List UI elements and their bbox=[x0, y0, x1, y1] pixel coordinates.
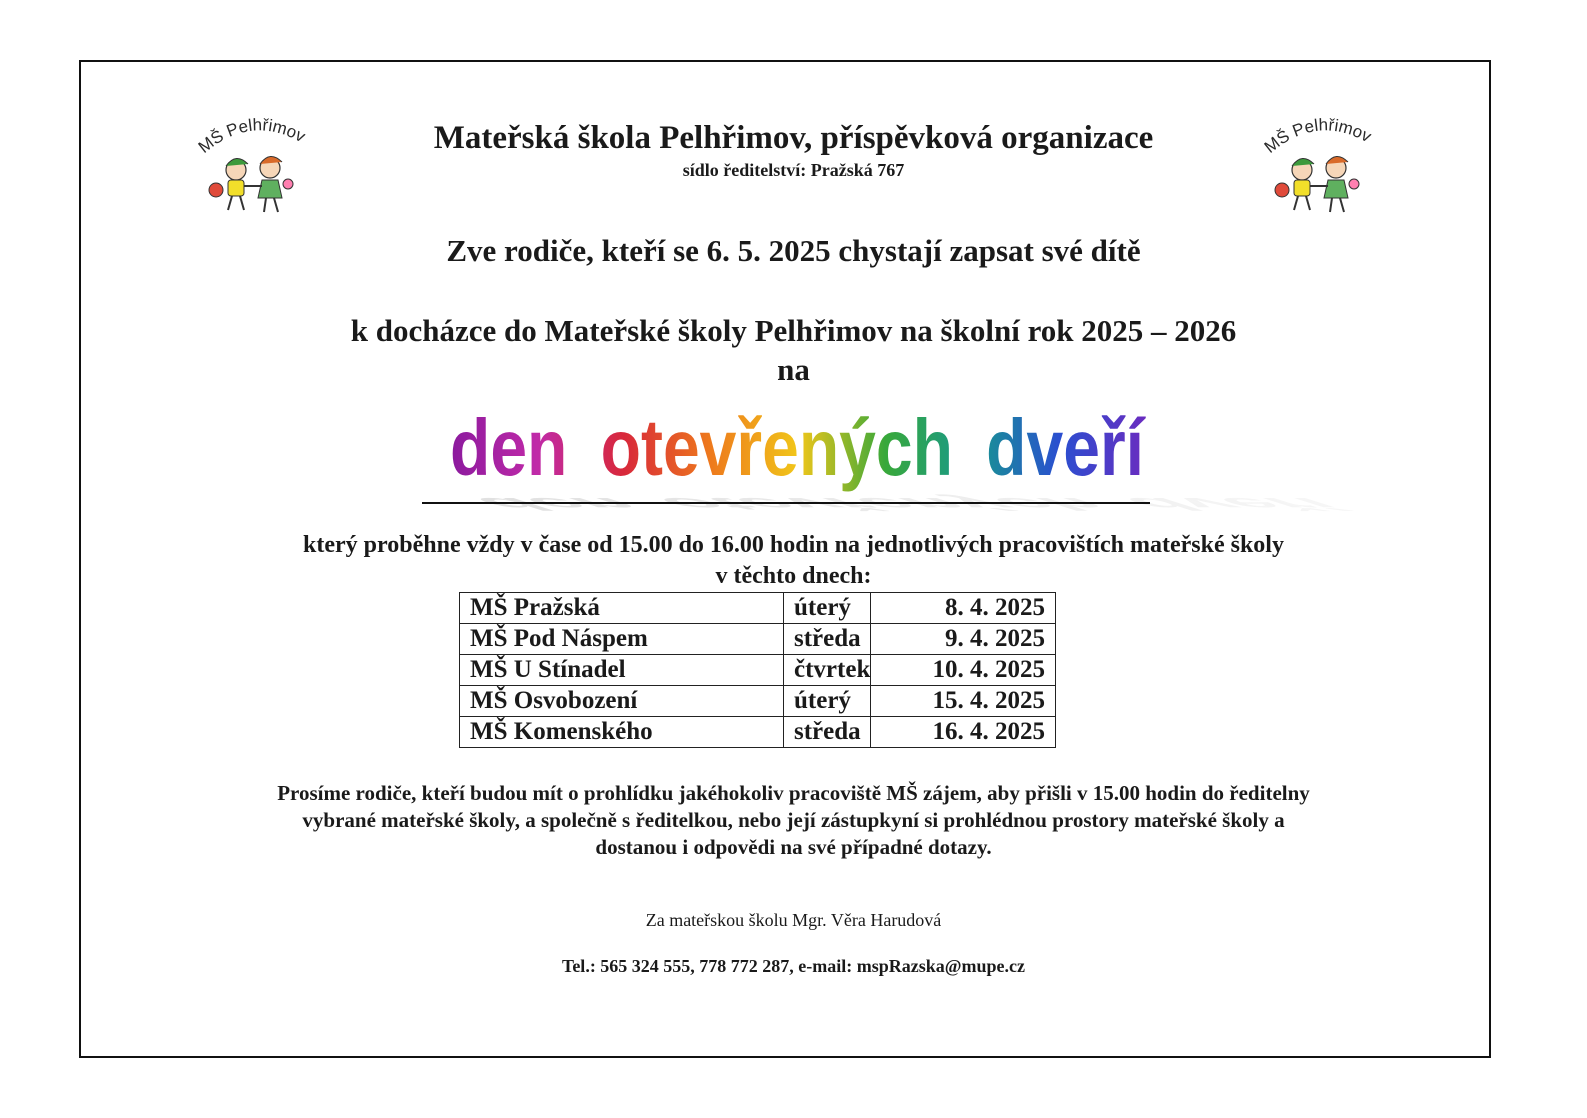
schedule-place: MŠ U Stínadel bbox=[460, 655, 784, 686]
table-row bbox=[460, 624, 1056, 655]
schedule-date: 16. 4. 2025 bbox=[871, 717, 1056, 748]
schedule-place: MŠ Osvobození bbox=[460, 686, 784, 717]
visit-note bbox=[0, 780, 1587, 861]
logo-text: MŠ Pelhřimov bbox=[194, 115, 309, 157]
table-row bbox=[460, 686, 1056, 717]
invitation-line-3: na bbox=[777, 352, 810, 387]
invitation-line-1: Zve rodiče, kteří se 6. 5. 2025 chystají zapsat své dítě bbox=[446, 233, 1141, 268]
visit-note-line-3: dostanou i odpovědi na své případné dotazy. bbox=[595, 835, 992, 859]
schedule-day: úterý bbox=[784, 686, 871, 717]
svg-text:den otevřených dve bbox=[450, 403, 1178, 492]
schedule-date: 8. 4. 2025 bbox=[871, 593, 1056, 624]
logo-text: MŠ Pelhřimov bbox=[1260, 115, 1375, 157]
schedule-day: středa bbox=[784, 624, 871, 655]
schedule-place: MŠ Pod Náspem bbox=[460, 624, 784, 655]
schedule-day: středa bbox=[784, 717, 871, 748]
banner-shadow-word-1: den bbox=[458, 494, 664, 515]
banner-shadow-word-3: dveří bbox=[1107, 494, 1362, 515]
contact-info: Tel.: 565 324 555, 778 772 287, e-mail: mspRazska@mupe.cz bbox=[561, 956, 1026, 976]
table-row bbox=[460, 717, 1056, 748]
headquarters-address: sídlo ředitelství: Pražská 767 bbox=[682, 160, 905, 180]
schedule-date: 9. 4. 2025 bbox=[871, 624, 1056, 655]
schedule-date: 10. 4. 2025 bbox=[871, 655, 1056, 686]
schedule-place: MŠ Pražská bbox=[460, 593, 784, 624]
schedule-day: úterý bbox=[784, 593, 871, 624]
signature: Za mateřskou školu Mgr. Věra Harudová bbox=[645, 910, 942, 930]
banner-shadow-word-2: otevřených bbox=[640, 494, 1131, 515]
table-row bbox=[460, 593, 1056, 624]
schedule-place: MŠ Komenského bbox=[460, 717, 784, 748]
open-day-banner bbox=[422, 395, 1362, 515]
visit-note-line-1: Prosíme rodiče, kteří budou mít o prohlídku jakéhokoliv pracoviště MŠ zájem, aby přišli v 15.00 hodin do ředitelny bbox=[277, 781, 1310, 805]
school-name: Mateřská škola Pelhřimov, příspěvková organizace bbox=[433, 120, 1154, 156]
schedule-table bbox=[459, 592, 1056, 748]
table-row bbox=[460, 655, 1056, 686]
banner-word-den: den bbox=[450, 403, 593, 492]
schedule-day: čtvrtek bbox=[784, 655, 871, 686]
svg-text:den otevřených bbox=[458, 494, 1365, 514]
schedule-intro-line-1: který proběhne vždy v čase od 15.00 do 16.00 hodin na jednotlivých pracovištích mateřské školy bbox=[303, 532, 1284, 558]
schedule-intro-line-2: v těchto dnech: bbox=[715, 563, 872, 589]
banner-word-otevrenych: otevřených bbox=[600, 403, 1028, 492]
invitation-line-2: k docházce do Mateřské školy Pelhřimov na školní rok 2025 – 2026 bbox=[350, 313, 1237, 348]
visit-note-line-2: vybrané mateřské školy, a společně s ředitelkou, nebo její zástupkyní si prohlédnou prostory mateřské školy a bbox=[302, 808, 1285, 832]
banner-word-dveri: dveří bbox=[986, 403, 1178, 492]
schedule-date: 15. 4. 2025 bbox=[871, 686, 1056, 717]
